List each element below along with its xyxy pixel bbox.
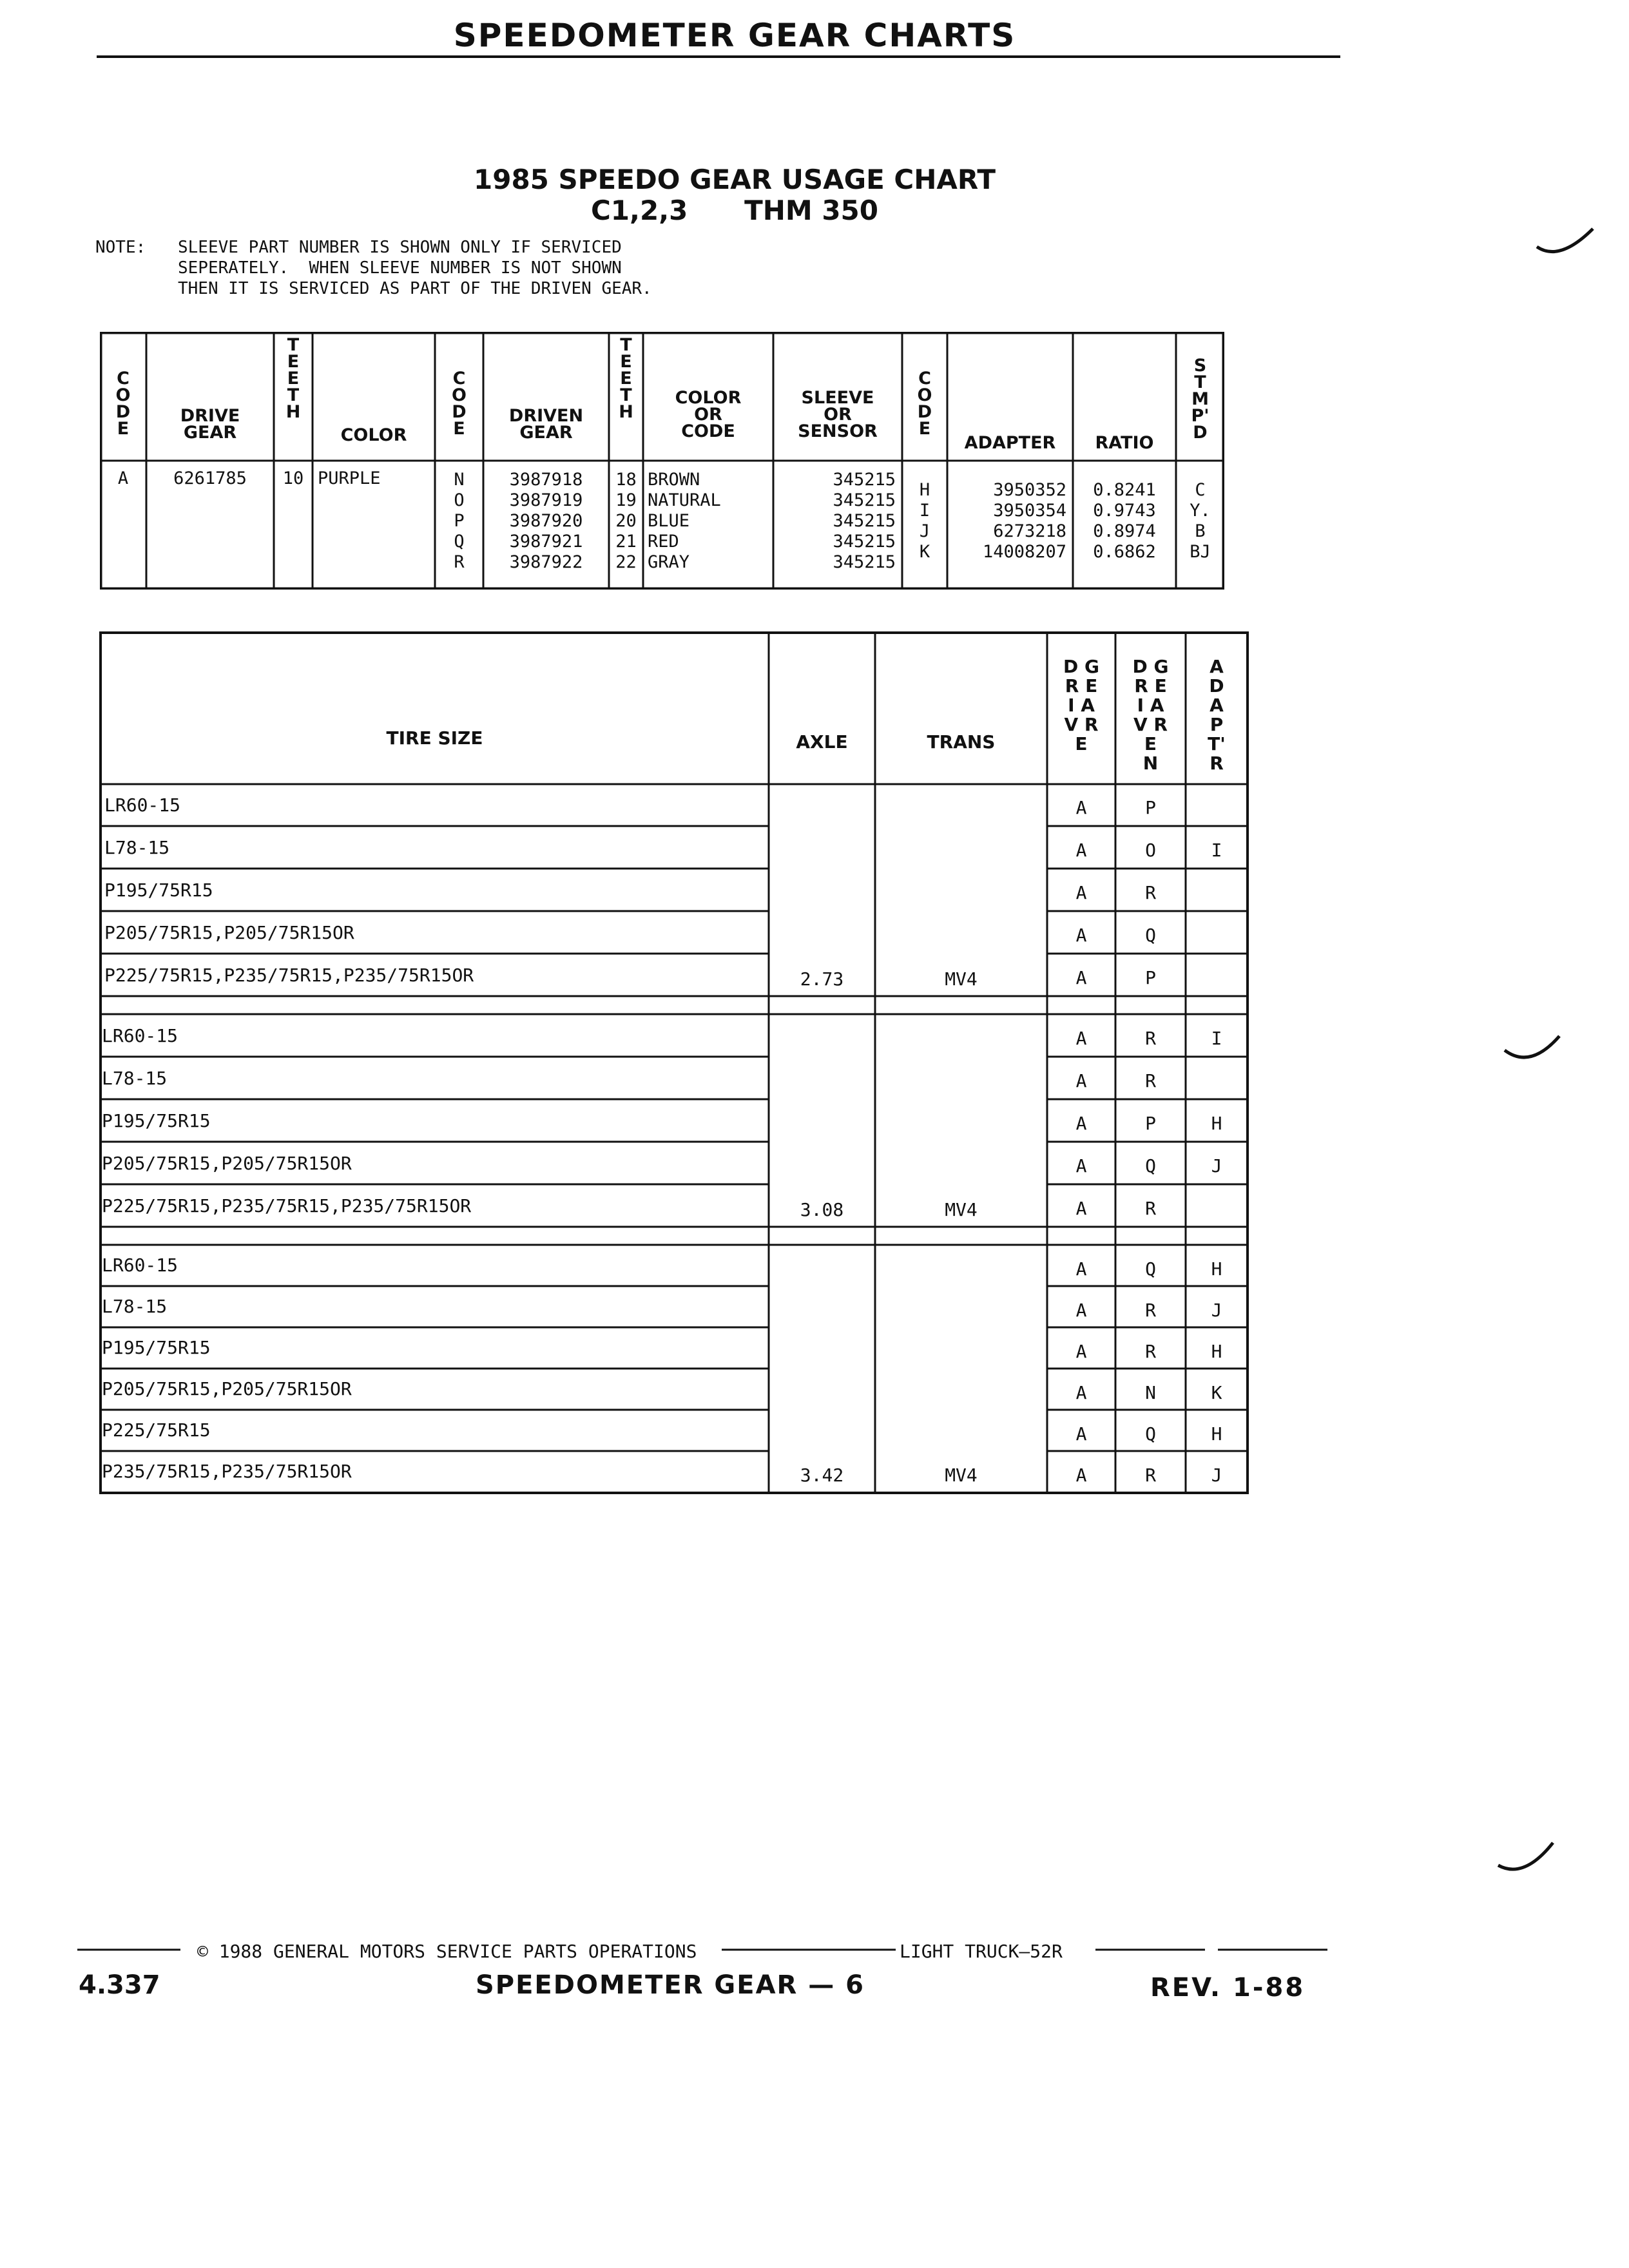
adapter-code: I [919,501,930,521]
title-rule [97,55,1340,58]
header-drive-gear: D G R E I A V R E [1063,656,1099,754]
tire-size-cell: P205/75R15,P205/75R15OR [102,1153,352,1174]
note-line-2: SEPERATELY. WHEN SLEEVE NUMBER IS NOT SHOWN [178,258,622,278]
driven-gear-cell: O [1145,840,1156,861]
drive-gear-cell: A [1075,1341,1087,1362]
tire-size-cell: P195/75R15 [104,879,213,901]
driven-teeth: 18 [615,470,637,490]
tire-size-cell: L78-15 [102,1068,168,1089]
axle-cell: 2.73 [800,968,844,990]
drive-gear-cell: A [1075,1070,1087,1091]
driven-sleeve: 345215 [833,511,896,531]
adapter-cell: K [1211,1382,1222,1403]
adapter-cell: H [1211,1113,1222,1134]
binder-mark-icon [1534,222,1598,267]
note-line-3: THEN IT IS SERVICED AS PART OF THE DRIVEN GEAR. [178,279,652,298]
light-truck-label: LIGHT TRUCK—52R [896,1941,1066,1962]
adapter-ratio: 0.6862 [1093,542,1156,562]
driven-color: RED [648,532,679,552]
adapter-cell: H [1211,1341,1222,1362]
adapter-number: 3950352 [993,480,1066,500]
axle-cell: 3.08 [800,1199,844,1220]
adapter-stmpd: C [1195,480,1206,500]
adapter-cell: I [1211,840,1222,861]
header-tire-size: TIRE SIZE [386,727,483,749]
drive-gear-cell: A [1075,925,1087,946]
adapter-number: 6273218 [993,521,1066,541]
driven-code: R [454,552,465,572]
header-color: COLOR [340,425,407,445]
adapter-stmpd: Y. [1190,501,1211,521]
driven-gear-number: 3987922 [509,552,583,572]
driven-sleeve: 345215 [833,552,896,572]
header-driven-gear: DRIVEN GEAR [508,406,584,443]
driven-gear-cell: P [1145,967,1156,988]
tire-table-grid [89,631,1249,1495]
drive-gear-number: 6261785 [173,468,247,488]
tire-size-cell: P225/75R15 [102,1419,211,1441]
trans-cell: MV4 [945,1465,978,1486]
adapter-stmpd: B [1195,521,1206,541]
driven-sleeve: 345215 [833,490,896,510]
driven-gear-cell: N [1145,1382,1156,1403]
driven-code: Q [454,532,465,552]
driven-gear-cell: R [1145,1070,1156,1091]
drive-gear-cell: A [1075,1198,1087,1219]
tire-size-cell: L78-15 [104,837,170,858]
axle-cell: 3.42 [800,1465,844,1486]
driven-gear-cell: Q [1145,1423,1156,1445]
header-code-1: C O D E [115,369,131,439]
driven-color: NATURAL [648,490,721,510]
header-drive-gear: DRIVE GEAR [180,406,240,443]
driven-teeth: 19 [615,490,637,510]
driven-code: N [454,470,465,490]
tire-size-cell: LR60-15 [102,1254,178,1276]
adapter-cell: I [1211,1028,1222,1049]
trans-cell: MV4 [945,1199,978,1220]
header-teeth-2: T E E T H [619,335,633,422]
driven-teeth: 20 [615,511,637,531]
adapter-code: K [919,542,930,562]
driven-gear-cell: R [1145,1028,1156,1049]
header-trans: TRANS [927,731,996,753]
header-ratio: RATIO [1095,433,1154,453]
copyright-text: © 1988 GENERAL MOTORS SERVICE PARTS OPERATIONS [193,1941,700,1962]
tire-size-cell: LR60-15 [102,1025,178,1046]
driven-gear-number: 3987919 [509,490,583,510]
driven-color: GRAY [648,552,690,572]
drive-color: PURPLE [318,468,381,488]
gear-usage-table [100,332,1224,590]
drive-teeth: 10 [282,468,304,488]
driven-gear-cell: R [1145,1198,1156,1219]
page-title: SPEEDOMETER GEAR CHARTS [453,17,1016,54]
tire-size-cell: P205/75R15,P205/75R15OR [102,1378,352,1399]
header-color-or-code: COLOR OR CODE [675,388,742,441]
driven-sleeve: 345215 [833,532,896,552]
drive-gear-cell: A [1075,1155,1087,1177]
header-adapter: A D A P T' R [1208,656,1226,774]
drive-gear-cell: A [1075,1300,1087,1321]
header-code-3: C O D E [917,369,932,439]
tire-size-cell: P225/75R15,P235/75R15,P235/75R15OR [102,1195,472,1216]
adapter-cell: H [1211,1423,1222,1445]
header-axle: AXLE [796,731,848,753]
driven-gear-cell: P [1145,797,1156,818]
header-code-2: C O D E [452,369,467,439]
chart-title [0,164,1469,226]
adapter-cell: J [1211,1155,1222,1177]
section-title: SPEEDOMETER GEAR — 6 [475,1970,865,2000]
adapter-cell: J [1211,1465,1222,1486]
driven-code: O [454,490,465,510]
adapter-cell: H [1211,1258,1222,1280]
adapter-code: H [919,480,930,500]
tire-size-cell: LR60-15 [104,794,181,816]
page-number: 4.337 [79,1970,160,2000]
driven-color: BROWN [648,470,700,490]
driven-gear-cell: Q [1145,1155,1156,1177]
drive-gear-cell: A [1075,1465,1087,1486]
driven-sleeve: 345215 [833,470,896,490]
chart-title-line-2: C1,2,3 THM 350 [590,195,879,226]
drive-gear-cell: A [1075,840,1087,861]
note-block [95,237,652,340]
driven-teeth: 22 [615,552,637,572]
header-adapter: ADAPTER [964,433,1056,453]
drive-gear-cell: A [1075,1258,1087,1280]
driven-teeth: 21 [615,532,637,552]
driven-gear-cell: R [1145,882,1156,903]
driven-gear-cell: Q [1145,1258,1156,1280]
adapter-number: 3950354 [993,501,1066,521]
note-line-1: SLEEVE PART NUMBER IS SHOWN ONLY IF SERVICED [178,238,622,257]
driven-gear-cell: R [1145,1465,1156,1486]
adapter-code: J [919,521,930,541]
drive-gear-cell: A [1075,967,1087,988]
driven-gear-cell: Q [1145,925,1156,946]
driven-gear-number: 3987920 [509,511,583,531]
adapter-ratio: 0.8974 [1093,521,1156,541]
note-label: NOTE: [95,238,146,257]
binder-mark-icon [1501,1031,1566,1076]
chart-title-line-1: 1985 SPEEDO GEAR USAGE CHART [474,164,996,195]
tire-size-cell: P225/75R15,P235/75R15,P235/75R15OR [104,965,474,986]
drive-gear-cell: A [1075,1028,1087,1049]
drive-gear-cell: A [1075,1113,1087,1134]
driven-gear-cell: P [1145,1113,1156,1134]
driven-code: P [454,511,465,531]
header-driven-gear: D G R E I A V R E N [1132,656,1169,774]
header-stmpd: S T M P' D [1191,356,1210,443]
drive-gear-cell: A [1075,1382,1087,1403]
driven-gear-cell: R [1145,1341,1156,1362]
tire-size-cell: P235/75R15,P235/75R15OR [102,1461,352,1482]
driven-gear-number: 3987921 [509,532,583,552]
tire-size-cell: P195/75R15 [102,1110,211,1131]
binder-mark-icon [1495,1840,1559,1885]
tire-size-cell: P205/75R15,P205/75R15OR [104,922,354,943]
adapter-number: 14008207 [982,542,1066,562]
driven-gear-number: 3987918 [509,470,583,490]
header-sleeve-or-sensor: SLEEVE OR SENSOR [798,388,878,441]
driven-color: BLUE [648,511,690,531]
adapter-ratio: 0.8241 [1093,480,1156,500]
tire-size-cell: P195/75R15 [102,1337,211,1358]
drive-code: A [117,468,129,488]
driven-gear-cell: R [1145,1300,1156,1321]
drive-gear-cell: A [1075,882,1087,903]
header-teeth-1: T E E T H [285,335,301,422]
drive-gear-cell: A [1075,1423,1087,1445]
adapter-ratio: 0.9743 [1093,501,1156,521]
revision-label: REV. 1-88 [1150,1973,1306,2003]
trans-cell: MV4 [945,968,978,990]
adapter-stmpd: BJ [1190,542,1211,562]
tire-size-table [89,631,1249,1495]
tire-size-cell: L78-15 [102,1296,168,1317]
adapter-cell: J [1211,1300,1222,1321]
drive-gear-cell: A [1075,797,1087,818]
